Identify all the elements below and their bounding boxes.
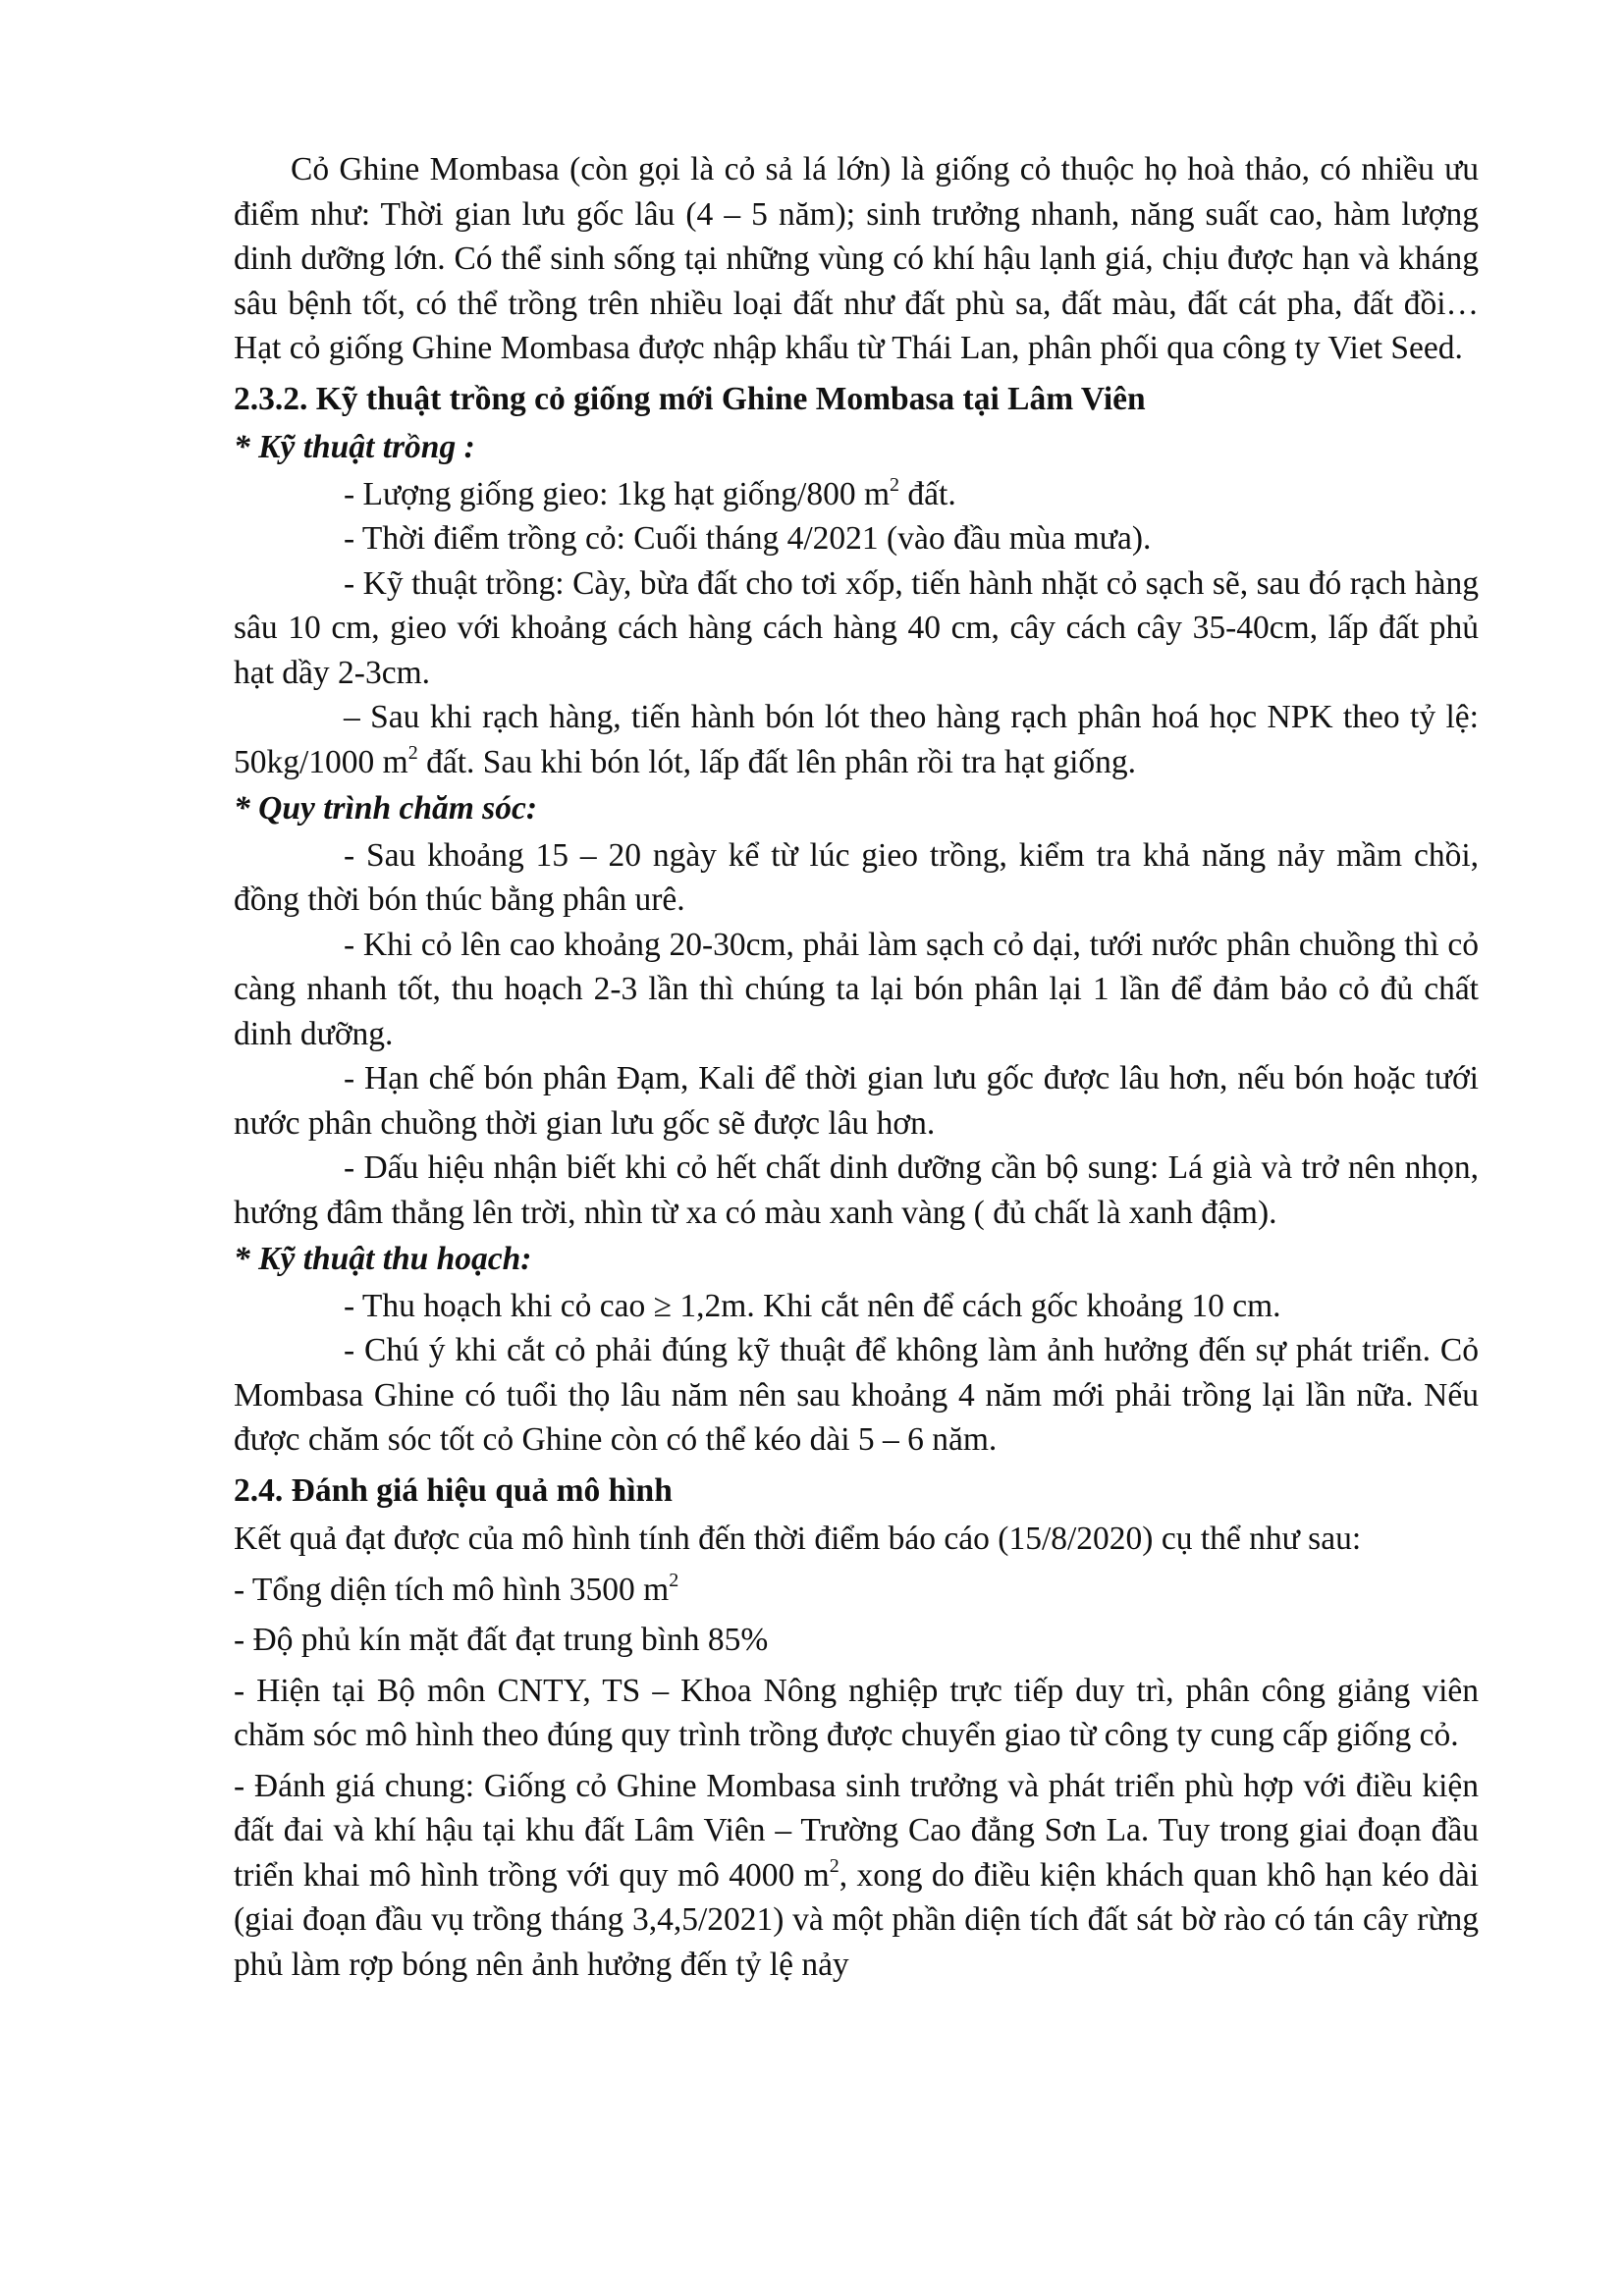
planting-item-seed-amount-tail: đất. [899, 475, 956, 512]
evaluation-item-area-text: - Tổng diện tích mô hình 3500 m [234, 1571, 670, 1608]
care-subheading: * Quy trình chăm sóc: [234, 790, 537, 827]
planting-item-seed-amount [234, 472, 1479, 517]
superscript: 2 [829, 1854, 839, 1877]
evaluation-item-general [234, 1764, 1479, 1988]
harvest-item-2: - Chú ý khi cắt cỏ phải đúng kỹ thuật để không làm ảnh hưởng đến sự phát triển. Cỏ Mombasa Ghine có tuổi thọ lâu năm nên sau khoảng 4 năm mới phải trồng lại lần nữa. Nếu được chăm sóc tốt cỏ Ghine còn có thể kéo dài 5 – 6 năm. [234, 1332, 1479, 1458]
superscript: 2 [407, 741, 418, 764]
planting-item-fertilizer-text: – Sau khi rạch hàng, tiến hành bón lót theo hàng rạch phân hoá học NPK theo tỷ lệ: 50kg/1000 m [234, 699, 1479, 780]
planting-subheading: * Kỹ thuật trồng : [234, 429, 475, 465]
intro-paragraph: Cỏ Ghine Mombasa (còn gọi là cỏ sả lá lớn) là giống cỏ thuộc họ hoà thảo, có nhiều ưu điểm như: Thời gian lưu gốc lâu (4 – 5 năm); sinh trưởng nhanh, năng suất cao, hàm lượng dinh dưỡng lớn. Có thể sinh sống tại những vùng có khí hậu lạnh giá, chịu được hạn và kháng sâu bệnh tốt, có thể trồng trên nhiều loại đất như đất phù sa, đất màu, đất cát pha, đất đồi… Hạt cỏ giống Ghine Mombasa được nhập khẩu từ Thái Lan, phân phối qua công ty Viet Seed. [234, 151, 1479, 366]
superscript: 2 [890, 473, 900, 496]
evaluation-item-area [234, 1568, 1479, 1613]
section-heading-2-3-2: 2.3.2. Kỹ thuật trồng cỏ giống mới Ghine Mombasa tại Lâm Viên [234, 380, 1146, 417]
planting-item-seed-amount-text: - Lượng giống gieo: 1kg hạt giống/800 m [344, 475, 891, 512]
section-heading-2-4: 2.4. Đánh giá hiệu quả mô hình [234, 1471, 673, 1509]
planting-item-technique: - Kỹ thuật trồng: Cày, bừa đất cho tơi xốp, tiến hành nhặt cỏ sạch sẽ, sau đó rạch hàng sâu 10 cm, gieo với khoảng cách hàng cách hàng 40 cm, cây cách cây 35-40cm, lấp đất phủ hạt dầy 2-3cm. [234, 564, 1479, 691]
harvest-item-1: - Thu hoạch khi cỏ cao ≥ 1,2m. Khi cắt nên để cách gốc khoảng 10 cm. [344, 1287, 1281, 1324]
document-page [234, 147, 1479, 1987]
evaluation-item-coverage: - Độ phủ kín mặt đất đạt trung bình 85% [234, 1622, 769, 1658]
care-item-4: - Dấu hiệu nhận biết khi cỏ hết chất dinh dưỡng cần bộ sung: Lá già và trở nên nhọn, hướng đâm thẳng lên trời, nhìn từ xa có màu xanh vàng ( đủ chất là xanh đậm). [234, 1149, 1479, 1231]
evaluation-item-maintenance: - Hiện tại Bộ môn CNTY, TS – Khoa Nông nghiệp trực tiếp duy trì, phân công giảng viên chăm sóc mô hình theo đúng quy trình trồng được chuyển giao từ công ty cung cấp giống cỏ. [234, 1672, 1479, 1753]
planting-item-timing: - Thời điểm trồng cỏ: Cuối tháng 4/2021 (vào đầu mùa mưa). [344, 520, 1152, 557]
evaluation-item-general-tail: , xong do điều kiện khách quan khô hạn kéo dài (giai đoạn đầu vụ trồng tháng 3,4,5/2021) và một phần diện tích đất sát bờ rào có tán cây rừng phủ làm rợp bóng nên ảnh hưởng đến tỷ lệ nảy [234, 1856, 1479, 1983]
evaluation-item-general-text: - Đánh giá chung: Giống cỏ Ghine Mombasa sinh trưởng và phát triển phù hợp với điều kiện đất đai và khí hậu tại khu đất Lâm Viên – Trường Cao đẳng Sơn La. Tuy trong giai đoạn đầu triển khai mô hình trồng với quy mô 4000 m [234, 1767, 1479, 1894]
planting-item-fertilizer-tail: đất. Sau khi bón lót, lấp đất lên phân rồi tra hạt giống. [417, 743, 1137, 780]
care-item-1: - Sau khoảng 15 – 20 ngày kể từ lúc gieo trồng, kiểm tra khả năng nảy mầm chồi, đồng thời bón thúc bằng phân urê. [234, 836, 1479, 918]
evaluation-intro: Kết quả đạt được của mô hình tính đến thời điểm báo cáo (15/8/2020) cụ thể như sau: [234, 1521, 1362, 1557]
care-item-2: - Khi cỏ lên cao khoảng 20-30cm, phải làm sạch cỏ dại, tưới nước phân chuồng thì cỏ càng nhanh tốt, thu hoạch 2-3 lần thì chúng ta lại bón phân lại 1 lần để đảm bảo cỏ đủ chất dinh dưỡng. [234, 926, 1479, 1052]
superscript: 2 [669, 1569, 679, 1591]
planting-item-fertilizer [234, 695, 1479, 784]
care-item-3: - Hạn chế bón phân Đạm, Kali để thời gian lưu gốc được lâu hơn, nếu bón hoặc tưới nước phân chuồng thời gian lưu gốc sẽ được lâu hơn. [234, 1060, 1479, 1142]
harvest-subheading: * Kỹ thuật thu hoạch: [234, 1241, 532, 1277]
